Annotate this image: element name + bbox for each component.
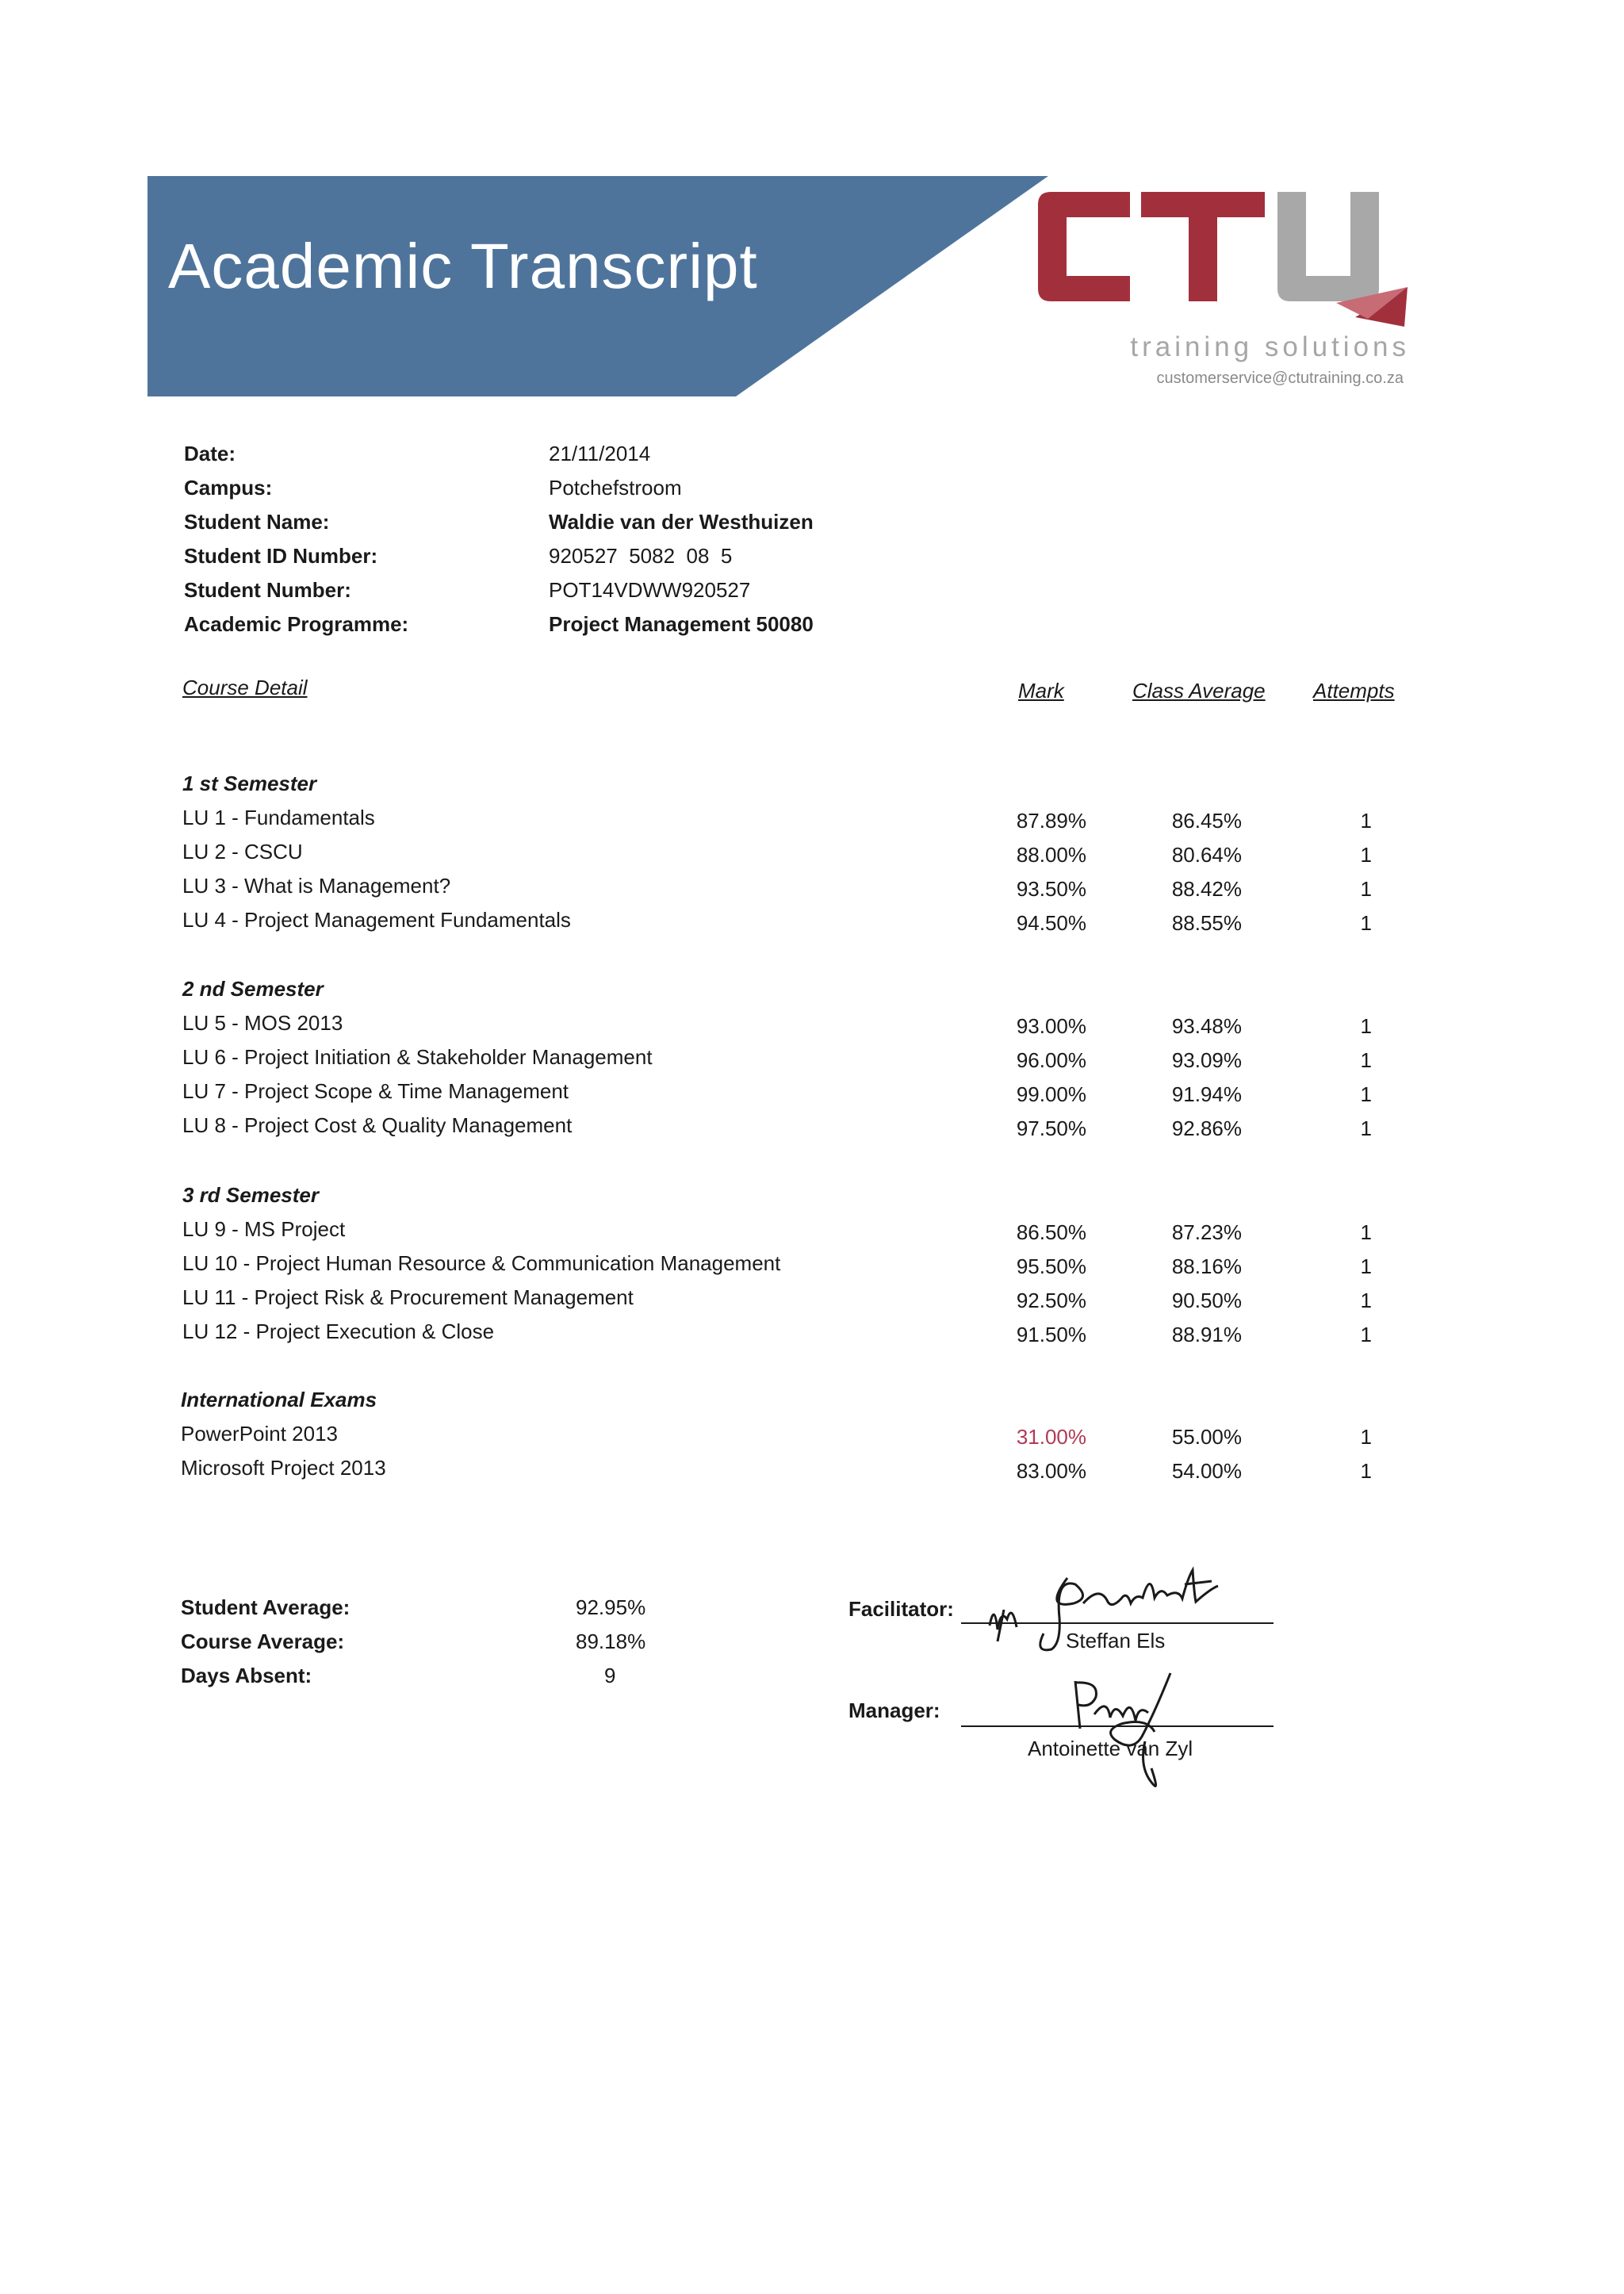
class-average-value: 88.42% [1171,877,1242,901]
course-name: LU 3 - What is Management? [182,874,451,898]
course-name: LU 11 - Project Risk & Procurement Management [182,1285,634,1309]
student-name-value: Waldie van der Westhuizen [549,510,814,534]
mark-value: 96.00% [1016,1048,1086,1072]
attempts-value: 1 [1360,1220,1372,1244]
mark-value: 97.50% [1016,1116,1086,1140]
attempts-value: 1 [1360,877,1372,901]
date-label: Date: [184,442,236,465]
mark-value: 86.50% [1016,1220,1086,1244]
class-average-value: 90.50% [1171,1289,1242,1312]
course-name: LU 9 - MS Project [182,1217,346,1241]
logo-tagline: training solutions [1130,331,1410,362]
attempts-value: 1 [1360,1459,1372,1483]
course-average-value: 89.18% [576,1630,646,1653]
mark-value: 95.50% [1016,1254,1086,1278]
attempts-value: 1 [1360,1082,1372,1106]
page-title: Academic Transcript [168,231,758,301]
programme-value: Project Management 50080 [549,612,814,636]
attempts-value: 1 [1360,1048,1372,1072]
mark-value: 93.00% [1016,1014,1086,1038]
course-name: LU 6 - Project Initiation & Stakeholder Management [182,1045,653,1069]
manager-signature [1059,1665,1194,1800]
course-name: LU 5 - MOS 2013 [182,1011,343,1035]
date-value: 21/11/2014 [549,442,651,465]
class-average-value: 88.55% [1171,911,1242,935]
student-name-label: Student Name: [184,510,330,534]
days-absent-label: Days Absent: [181,1664,312,1687]
mark-value: 88.00% [1016,843,1086,867]
mark-value: 83.00% [1016,1459,1086,1483]
class-average-value: 93.09% [1171,1048,1242,1072]
mark-value: 99.00% [1016,1082,1086,1106]
attempts-value: 1 [1360,1323,1372,1346]
course-name: PowerPoint 2013 [181,1422,339,1446]
mark-header: Mark [1018,679,1064,703]
course-name: LU 4 - Project Management Fundamentals [182,908,571,932]
campus-value: Potchefstroom [549,476,682,500]
student-average-value: 92.95% [576,1595,646,1619]
class-average-value: 55.00% [1171,1425,1242,1449]
student-id-label: Student ID Number: [184,544,378,568]
attempts-value: 1 [1360,1289,1372,1312]
attempts-value: 1 [1360,1254,1372,1278]
course-name: LU 8 - Project Cost & Quality Management [182,1113,573,1137]
attempts-header: Attempts [1313,679,1395,703]
mark-value: 91.50% [1016,1323,1086,1346]
class-average-value: 92.86% [1171,1116,1242,1140]
attempts-value: 1 [1360,843,1372,867]
attempts-value: 1 [1360,809,1372,833]
class-average-value: 88.16% [1171,1254,1242,1278]
mark-value: 87.89% [1016,809,1086,833]
campus-label: Campus: [184,476,273,500]
manager-label: Manager: [848,1698,940,1722]
student-id-value: 920527 5082 08 5 [549,544,733,568]
course-name: LU 7 - Project Scope & Time Management [182,1079,569,1103]
class-average-value: 87.23% [1171,1220,1242,1244]
mark-value: 94.50% [1016,911,1086,935]
class-average-value: 88.91% [1171,1323,1242,1346]
class-average-value: 93.48% [1171,1014,1242,1038]
course-name: LU 10 - Project Human Resource & Communication Management [182,1251,781,1275]
mark-value: 31.00% [1016,1425,1086,1449]
section-title: 3 rd Semester [182,1183,319,1207]
days-absent-value: 9 [604,1664,616,1687]
course-name: Microsoft Project 2013 [181,1456,386,1480]
attempts-value: 1 [1360,1014,1372,1038]
facilitator-label: Facilitator: [848,1597,954,1621]
course-name: LU 2 - CSCU [182,840,303,864]
manager-name: Antoinette van Zyl [1028,1737,1193,1760]
section-title: 1 st Semester [182,772,317,795]
class-average-value: 91.94% [1171,1082,1242,1106]
section-title: International Exams [181,1388,377,1411]
course-detail-header: Course Detail [182,676,308,699]
attempts-value: 1 [1360,1116,1372,1140]
student-average-label: Student Average: [181,1595,350,1619]
class-average-value: 86.45% [1171,809,1242,833]
mark-value: 93.50% [1016,877,1086,901]
facilitator-name: Steffan Els [1066,1629,1166,1653]
programme-label: Academic Programme: [184,612,409,636]
student-number-label: Student Number: [184,578,351,602]
class-average-header: Class Average [1132,679,1266,703]
course-average-label: Course Average: [181,1630,345,1653]
ctu-logo [1035,184,1419,327]
mark-value: 92.50% [1016,1289,1086,1312]
class-average-value: 80.64% [1171,843,1242,867]
attempts-value: 1 [1360,911,1372,935]
section-title: 2 nd Semester [182,977,324,1001]
class-average-value: 54.00% [1171,1459,1242,1483]
course-name: LU 1 - Fundamentals [182,806,375,829]
course-name: LU 12 - Project Execution & Close [182,1319,495,1343]
attempts-value: 1 [1360,1425,1372,1449]
student-number-value: POT14VDWW920527 [549,578,751,602]
contact-email: customerservice@ctutraining.co.za [1156,370,1404,387]
